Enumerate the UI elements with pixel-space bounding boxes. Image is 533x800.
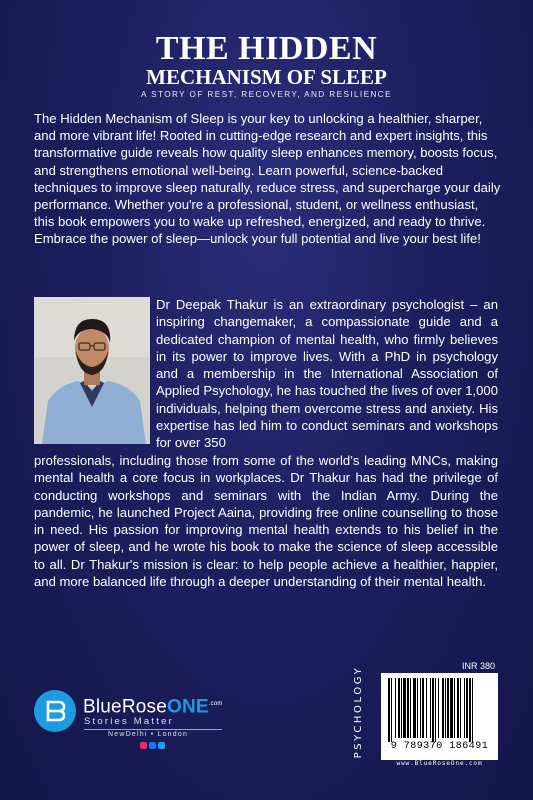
twitter-icon — [158, 742, 165, 749]
publisher-name-main: BlueRose — [83, 696, 167, 718]
social-icons — [140, 742, 165, 749]
title-line-1: THE HIDDEN — [155, 30, 378, 67]
barcode-bars — [381, 673, 498, 743]
publisher-tagline: Stories Matter — [84, 716, 174, 727]
publisher-name-accent: ONE — [166, 696, 209, 718]
author-bio-part-2: professionals, including those from some of the world’s leading MNCs, making mental health a core focus in workplaces. Dr Thakur has had the privilege of conducting workshops and seminars with the Indian Army. During the pandemic, he launched Project Aaina, providing free online counselling to those in need. His passion for improving mental health extends to his belief in the power of sleep, and he wrote his book to make the science of sleep accessible to all. Dr Thakur's mission is clear: to help people achieve a healthier, happier, and more balanced life through a deeper understanding of their mental health. — [34, 453, 498, 590]
publisher-website: www.BlueRoseOne.com — [396, 760, 483, 767]
logo-divider — [84, 729, 222, 730]
author-photo — [34, 297, 150, 444]
instagram-icon — [140, 742, 147, 749]
book-subtitle: A STORY OF REST, RECOVERY, AND RESILIENCE — [141, 90, 392, 99]
author-bio-part-1: Dr Deepak Thakur is an extraordinary psychologist – an inspiring changemaker, a compassionate guide and a dedicated champion of mental health, who firmly believes in its power to improve lives. With a PhD in psychology and a membership in the International Association of Applied Psychology, he has touched the lives of over 1,000 individuals, helping them overcome stress and anxiety. His expertise has led him to conduct seminars and workshops for over 350 — [156, 297, 498, 451]
title-line-2: MECHANISM OF SLEEP — [146, 65, 387, 89]
isbn-barcode — [381, 673, 498, 760]
facebook-icon — [149, 742, 156, 749]
book-title — [0, 32, 533, 99]
price-label: INR 380 — [462, 661, 496, 671]
genre-label: PSYCHOLOGY — [353, 665, 364, 759]
publisher-emblem-icon — [34, 690, 76, 732]
isbn-digits: 9 789370 186491 — [390, 741, 489, 752]
publisher-locations: NewDelhi • London — [108, 731, 189, 738]
publisher-name-suffix: .com — [208, 701, 223, 707]
publisher-logo — [34, 690, 234, 750]
book-blurb: The Hidden Mechanism of Sleep is your key to unlocking a healthier, sharper, and more vibrant life! Rooted in cutting-edge research and expert insights, this transformative guide reveals how quality sleep enhances memory, boosts focus, and strengthens emotional well-being. Learn powerful, science-backed techniques to improve sleep naturally, reduce stress, and supercharge your daily performance. Whether you're a professional, student, or wellness enthusiast, this book empowers you to wake up refreshed, energized, and ready to thrive. Embrace the power of sleep—unlock your full potential and live your best life! — [34, 111, 501, 247]
publisher-name — [83, 694, 223, 717]
